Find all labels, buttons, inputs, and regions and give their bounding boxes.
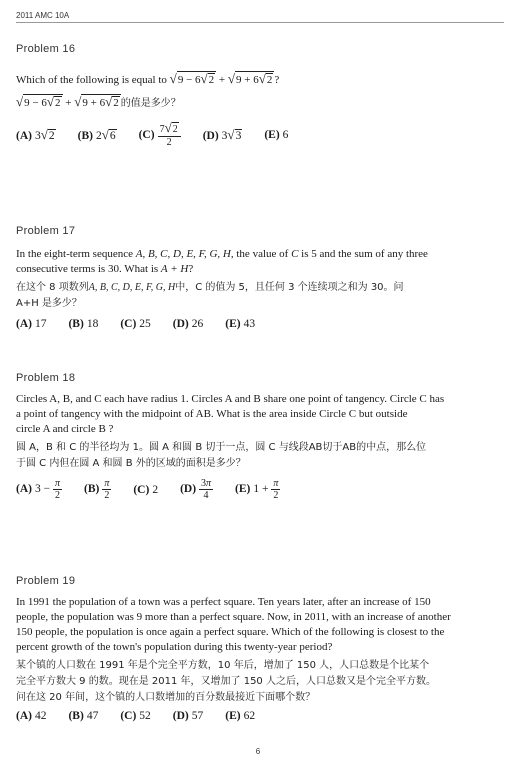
problem-title: Problem 18 xyxy=(16,372,76,384)
choice-a: (A) 17 xyxy=(16,318,47,330)
choice-d: (D) $\frac{3\pi}{4}$ xyxy=(180,478,212,501)
choice-b: (B) $\frac{\pi}{2}$ xyxy=(83,478,110,501)
choice-d: (D) 3√3 xyxy=(202,127,242,142)
problem-title: Problem 19 xyxy=(16,575,76,587)
problem-16 xyxy=(16,43,501,148)
choice-a: (A) 42 xyxy=(16,710,47,722)
problem-title: Problem 17 xyxy=(16,225,76,237)
choice-e: (E) 6 xyxy=(264,129,289,141)
choice-c: (C) 2 xyxy=(133,483,159,496)
document-header: 2011 AMC 10A xyxy=(16,11,504,23)
choice-c: (C) $\frac{7√2}{2}$ xyxy=(139,122,181,148)
problem-text-zh: 在这个 8 项数列A, B, C, D, E, F, G, H中，C 的值为 5，且任何 3 个连续项之和为 30。问 A+H 是多少？ xyxy=(16,282,404,309)
problem-17 xyxy=(16,225,501,330)
choice-e: (E) 1 + $\frac{\pi}{2}$ xyxy=(235,478,279,501)
choice-a: (A) 3√2 xyxy=(16,127,55,142)
problem-19 xyxy=(16,575,501,722)
answer-choices xyxy=(16,318,501,330)
problem-text-en: Which of the following is equal to √9 − 6√2 + √9 + 6√2 ? xyxy=(16,71,280,86)
choice-d: (D) 57 xyxy=(172,710,204,722)
choice-b: (B) 2√6 xyxy=(77,127,116,142)
choice-c: (C) 25 xyxy=(120,318,151,330)
problem-text-en: Circles A, B, and C each have radius 1. Circles A and B share one point of tangency. Circle C has a point of tangency with the midpoint of AB. What is the area inside Circle C but outside circle A and circle B ? xyxy=(16,393,445,435)
choice-a: (A) 3 − $\frac{\pi}{2}$ xyxy=(16,478,60,501)
choice-e: (E) 43 xyxy=(225,318,256,330)
choice-c: (C) 52 xyxy=(120,710,151,722)
page-number: 6 xyxy=(255,747,261,756)
answer-choices xyxy=(16,478,501,501)
answer-choices xyxy=(16,122,501,148)
problem-title: Problem 16 xyxy=(16,43,76,55)
choice-b: (B) 18 xyxy=(68,318,99,330)
problem-text-zh: 某个镇的人口数在 1991 年是个完全平方数，10 年后，增加了 150 人，人口总数是个比某个 完全平方数大 9 的数。现在是 2011 年，又增加了 150 人之后，人口总数又是个完全平方数。 问在这 20 年间，这个镇的人口数增加的百分数最接近下面哪个数？ xyxy=(16,660,436,703)
choice-e: (E) 62 xyxy=(225,710,256,722)
problem-text-en: In 1991 the population of a town was a perfect square. Ten years later, after an increase of 150 people, the population was 9 more than a perfect square. Now, in 2011, with an increase of another 150 people, the population is once again a perfect square. Which of the following is closest to the percent growth of the town's population during this twenty-year period? xyxy=(16,596,451,653)
choice-d: (D) 26 xyxy=(172,318,204,330)
choice-b: (B) 47 xyxy=(68,710,99,722)
problem-18 xyxy=(16,372,501,501)
problem-text-zh: √9 − 6√2 + √9 + 6√2 的值是多少？ xyxy=(16,94,181,109)
problem-text-zh: 圆 A，B 和 C 的半径均为 1。圆 A 和圆 B 切于一点，圆 C 与线段AB切于AB的中点，那么位 于圆 C 内但在圆 A 和圆 B 外的区域的面积是多少？ xyxy=(16,442,427,469)
answer-choices xyxy=(16,710,501,722)
problem-text-en: In the eight-term sequence A, B, C, D, E, F, G, H, the value of C is 5 and the sum of any three consecutive terms is 30. What is A + H? xyxy=(16,248,428,275)
